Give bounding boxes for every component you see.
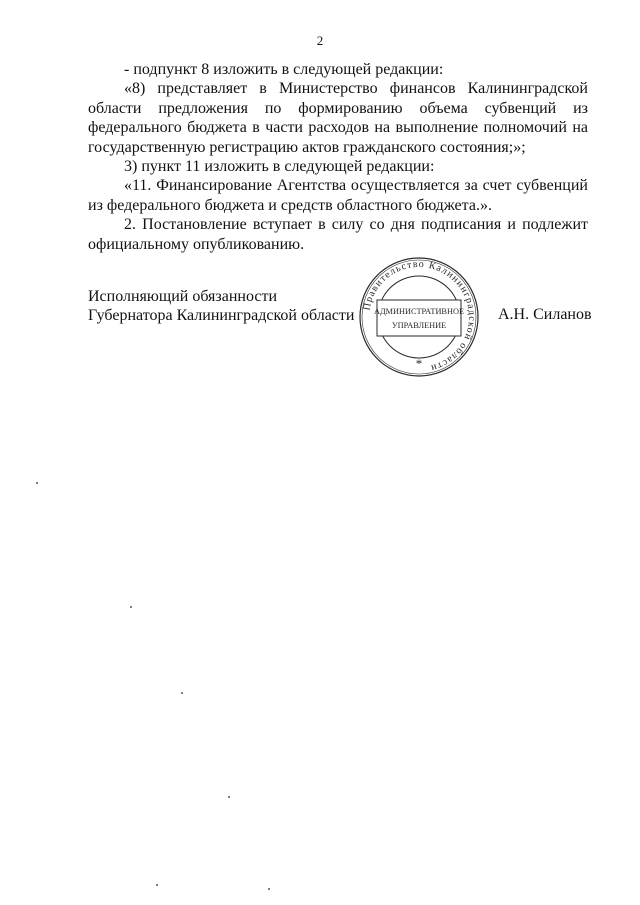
scan-speck	[156, 884, 158, 886]
scan-speck	[268, 888, 270, 890]
paragraph-item-11-intro: 3) пункт 11 изложить в следующей редакции:	[124, 158, 435, 176]
seal-star-emblem: *	[415, 356, 423, 371]
official-seal	[355, 256, 483, 378]
scan-speck	[228, 796, 230, 798]
seal-center-frame	[377, 300, 461, 336]
signature-position-line-2: Губернатора Калининградской области	[88, 307, 355, 325]
scan-speck	[181, 692, 183, 694]
seal-center-line-2: УПРАВЛЕНИЕ	[391, 321, 447, 330]
scan-speck	[36, 482, 38, 484]
document-body	[88, 60, 588, 254]
paragraph-subitem-8-intro: - подпункт 8 изложить в следующей редакции:	[124, 61, 444, 78]
page-number: 2	[316, 33, 324, 48]
seal-center-line-1: АДМИНИСТРАТИВНОЕ	[373, 307, 465, 316]
signature-position	[88, 287, 354, 326]
seal-outer-text: Правительство Калининградской области	[361, 258, 478, 374]
paragraph-subitem-8-text: «8) представляет в Министерство финансов Калининградской области предложения по формированию объема субвенций из федерального бюджета в части расходов на выполнение полномочий на государственную регистрацию актов гражданского состояния;»;	[88, 80, 588, 156]
signature-position-line-1: Исполняющий обязанности	[88, 288, 278, 305]
signer-name: А.Н. Силанов	[498, 306, 592, 323]
scan-speck	[130, 606, 132, 608]
paragraph-entry-into-force: 2. Постановление вступает в силу со дня подписания и подлежит официальному опубликованию.	[88, 216, 588, 253]
paragraph-item-11-text: «11. Финансирование Агентства осуществляется за счет субвенций из федерального бюджета и средств областного бюджета.».	[88, 177, 588, 214]
